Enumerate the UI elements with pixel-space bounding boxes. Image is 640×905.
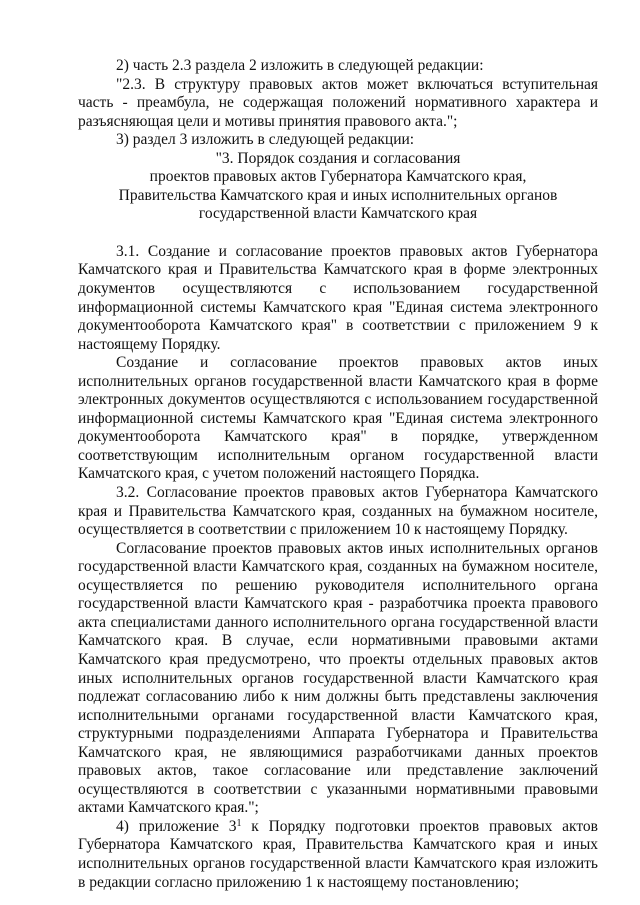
section-heading-line: "3. Порядок создания и согласования — [215, 149, 461, 167]
item-2-quote: "2.3. В структуру правовых актов может включаться вступительная часть - преамбула, не содержащая положений нормативного характера и разъясняющая цели и мотивы принятия правового акта."; — [78, 75, 598, 130]
section-heading-line: государственной власти Камчатского края — [198, 205, 478, 223]
paragraph-3-2-second: Согласование проектов правовых актов иных исполнительных органов государственной власти Камчатского края, созданных на бумажном носителе, осуществляется по решению руководителя исполнительного органа государственной власти Камчатского края - разработчика проекта правового акта специалистами данного исполнительного органа государственной власти Камчатского края. В случае, если нормативными правовыми актами Камчатского края предусмотрено, что проекты отдельных правовых актов иных исполнительных органов государственной власти Камчатского края подлежат согласованию либо к ним должны быть представлены заключения исполнительными органами государственной власти Камчатского края, структурными подразделениями Аппарата Губернатора и Правительства Камчатского края, не являющимися разработчиками данных проектов правовых актов, такое согласование или представление заключений осуществляются в соответствии с указанными нормативными правовыми актами Камчатского края."; — [78, 539, 598, 817]
section-heading-line: Правительства Камчатского края и иных исполнительных органов — [118, 186, 558, 204]
item-4 — [78, 818, 598, 892]
paragraph-3-2: 3.2. Согласование проектов правовых актов Губернатора Камчатского края и Правительства Камчатского края, созданных на бумажном носителе, осуществляется в соответствии с приложением 10 к настоящему Порядку. — [78, 484, 598, 539]
paragraph-3-1: 3.1. Создание и согласование проектов правовых актов Губернатора Камчатского края и Правительства Камчатского края в форме электронных документов осуществляются с использованием государственной информационной системы Камчатского края "Единая система электронного документооборота Камчатского края" в соответствии с приложением 9 к настоящему Порядку. — [78, 242, 598, 353]
item-4-rest: к Порядку подготовки проектов правовых актов Губернатора Камчатского края, Правительства Камчатского края и иных исполнительных органов государственной власти Камчатского края изложить в редакции согласно приложению 1 к настоящему постановлению; — [78, 817, 598, 891]
spacer — [78, 224, 598, 243]
paragraph-3-1-second: Создание и согласование проектов правовых актов иных исполнительных органов государственной власти Камчатского края в форме электронных документов осуществляются с использованием государственной информационной системы Камчатского края "Единая система электронного документооборота Камчатского края" в порядке, утвержденном соответствующим исполнительным органом государственной власти Камчатского края, с учетом положений настоящего Порядка. — [78, 354, 598, 483]
item-3-intro: 3) раздел 3 изложить в следующей редакции: — [116, 131, 415, 149]
item-2-intro: 2) часть 2.3 раздела 2 изложить в следующей редакции: — [116, 57, 484, 74]
item-4-start: 4) приложение 3 — [116, 817, 237, 835]
section-heading — [78, 150, 598, 224]
section-heading-line: проектов правовых актов Губернатора Камчатского края, — [149, 168, 527, 186]
item-4-superscript: 1 — [236, 817, 242, 829]
